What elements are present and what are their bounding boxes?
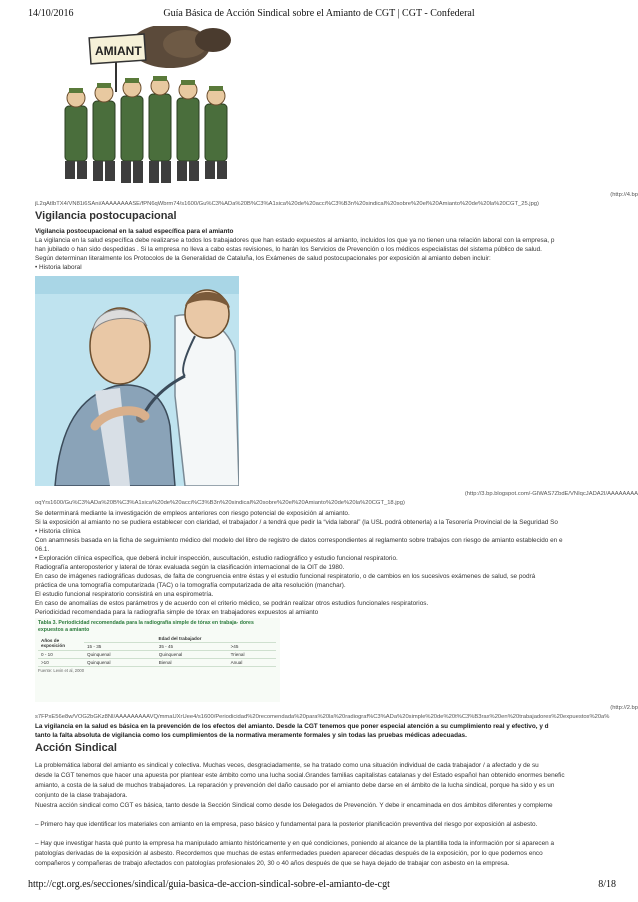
paragraph-line: En caso de imágenes radiográficas dudosas, de falta de congruencia entre éstas y el estudio funcional respiratorio, o de cambios en los sucesivos exámenes de salud, se podrá [35,573,536,580]
table-col-head-age: Edad del trabajador [84,635,276,643]
image2-path: oqYrs1600/Gu%C3%ADa%20B%C3%A1sica%20de%20acci%C3%B3n%20sindical%20sobre%20el%20Amianto%20de%20la%20CGT_18.jpg) [35,500,405,506]
paragraph-line: han jubilado o han sido despedidas . Si la empresa no lleva a cabo estas revisiones, lo harán los Servicios de Prevención o los médicos especialistas del sistema público de salud. [35,246,542,253]
article-content [35,26,638,876]
paragraph-line: Nuestra acción sindical como CGT es básica, tanto desde la Sección Sindical como desde los Delegados de Prevención. Y debe ir encaminada en dos ámbitos diferentes y compleme [35,802,553,809]
amiant-cartoon-image[interactable] [35,26,265,191]
paragraph-line: – Primero hay que identificar los materiales con amianto en la empresa, paso básico y fundamental para la posterior planificación preventiva del riesgo por exposición al asbesto. [35,821,538,828]
table-source: Fuente: Levin et al, 2000 [38,668,85,673]
table-cell: Trienal [228,651,276,659]
table-cell: >10 [38,659,84,667]
paragraph-line: • Historia clínica [35,528,81,535]
doctor-exam-image[interactable] [35,276,239,486]
section1-heading: Vigilancia postocupacional [35,210,177,222]
table-row [38,651,276,659]
paragraph-line: La problemática laboral del amianto es sindical y colectiva. Muchas veces, desgraciadamente, se ha tratado como una situación individual de cada trabajador / a afectado y de su [35,762,539,769]
table-age-col: 15 - 35 [84,643,156,651]
paragraph-line: desde la CGT tenemos que hacer una apuesta por plantear este ámbito como una lucha social.Grandes familias capitalistas catalanas y del Estado español han obtenido enormes benefic [35,772,565,779]
paragraph-line: La vigilancia en la salud específica debe realizarse a todos los trabajadores que han estado expuestos al amianto, incluidos los que ya no tienen una relación laboral con la empresa, p [35,237,555,244]
paragraph-line: – Hay que investigar hasta qué punto la empresa ha manipulado amianto históricamente y en qué condiciones, poniendo al alcance de la plantilla toda la información por si aparecen a [35,840,555,847]
print-url: http://cgt.org.es/secciones/sindical/guia-basica-de-accion-sindical-sobre-el-amianto-de-cgt [28,879,390,890]
table-cell: 0 - 10 [38,651,84,659]
bold-paragraph-line: La vigilancia en la salud es básica en la prevención de los efectos del amianto. Desde la CGT tenemos que poner especial atención a su cumplimiento real y efectivo, y d [35,723,549,730]
table-title: Tabla 3. Periodicidad recomendada para la radiografía simple de tórax en trabaja- dores expuestos a amianto [38,620,254,633]
paragraph-line: Si la exposición al amianto no se pudiera establecer con claridad, el trabajador / a tendrá que pedir la “vida laboral” (la USL podrá obtenerla) a la Tesorería Provincial de la Seguridad So [35,519,558,526]
print-page-title: Guía Básica de Acción Sindical sobre el Amianto de CGT | CGT - Confederal [163,8,475,19]
paragraph-line: amianto, a costa de la salud de muchos trabajadores. La reparación y prevención del daño causado por el amianto debe darse en el ámbito de la lucha sindical, porque ha sido y es un [35,782,555,789]
amiant-cartoon-illustration [35,26,265,191]
paragraph-line: Según determinan literalmente los Protocolos de la Generalidad de Cataluña, los Exámenes de salud postocupacionales por exposición al amianto deben incluir: [35,255,491,262]
section3-heading: Acción Sindical [35,742,117,754]
table-link-text[interactable]: (http://2.bp [610,705,638,711]
amiant-sign-text: AMIANT [95,44,142,58]
table-cell: Quinquenal [84,659,156,667]
periodicity-table [38,635,276,667]
table-cell: Anual [228,659,276,667]
paragraph-line: • Exploración clínica específica, que deberá incluir inspección, auscultación, estudio radiográfico y estudio funcional respiratorio. [35,555,398,562]
table-age-col: >45 [228,643,276,651]
image2-link[interactable] [35,490,638,499]
table-cell: Bienal [156,659,228,667]
print-date: 14/10/2016 [28,8,74,19]
paragraph-line: Con anamnesis basada en la ficha de seguimiento médico del modelo del libro de registro de datos correspondientes al reglamento sobre trabajos con riesgo de amianto establecido en e [35,537,563,544]
paragraph-line: El estudio funcional respiratorio consistirá en una espirometría. [35,591,214,598]
table-link[interactable] [35,704,638,713]
image1-link[interactable] [35,191,638,200]
paragraph-line: • Historia laboral [35,264,82,271]
table-age-col: 35 - 45 [156,643,228,651]
periodicity-table-image[interactable] [35,618,280,702]
page-number: 8/18 [598,879,616,890]
table-cell: Quinquenal [156,651,228,659]
image2-link-text[interactable]: (http://3.bp.blogspot.com/-GIWAS7ZbdE/VNIqcJADA2I/AAAAAAAA [464,491,638,497]
paragraph-line: Radiografía anteroposterior y lateral de tórax evaluada según la clasificación internacional de la OIT de 1980. [35,564,345,571]
section1-subheading: Vigilancia postocupacional en la salud específica para el amianto [35,228,234,235]
paragraph-line: práctica de una tomografía computarizada (TAC) o la tomografía computarizada de alta resolución (manchar). [35,582,346,589]
bold-paragraph-line: tanto la falta absoluta de vigilancia como los cumplimientos de la normativa meramente formales y sin todas las pruebas médicas adecuadas. [35,732,467,739]
paragraph-line: compañeros y compañeras de trabajo afectados con patologías profesionales 20, 30 o 40 años después de que se haya dejado de trabajar con asbesto en la empresa. [35,860,510,867]
table-col-head-years: Años de exposición [38,635,84,651]
paragraph-line: conjunto de la clase trabajadora. [35,792,128,799]
paragraph-line: En caso de anomalías de estos parámetros y de acuerdo con el criterio médico, se podrán realizar otros estudios funcionales respiratorios. [35,600,429,607]
image1-link-text[interactable]: (http://4.bp [610,192,638,198]
paragraph-line: patologías derivadas de la exposición al asbesto. Recordemos que muchas de estas enfermedades pueden aparecer décadas después de la exposición, por lo que podemos enco [35,850,543,857]
paragraph-line: Periodicidad recomendada para la radiografía simple de tórax en trabajadores expuestos al amianto [35,609,319,616]
table-cell: Quinquenal [84,651,156,659]
paragraph-line: 06.1. [35,546,50,553]
doctor-patient-illustration [35,276,239,486]
image1-path: jL2qAtIbTX4/VN81i6SAni/AAAAAAAASE/fPN6qWbrm74/s1600/Gu%C3%ADa%20B%C3%A1sica%20de%20acci%C3%B3n%20sindical%20sobre%20el%20Amianto%20de%20la%20CGT_25.jpg) [35,201,539,207]
paragraph-line: Se determinará mediante la investigación de empleos anteriores con riesgo potencial de exposición al amianto. [35,510,350,517]
table-path: s7FPxE56e8w/VOG2bGKz8NI/AAAAAAAAAVQ/mmaUXrUee4/s1600/Periodicidad%20recomendada%20para%20la%20radiograf%C3%ADa%20simple%20de%20t%C3%B3rax%20en%20trabajadores%20expuestos%20a% [35,714,610,720]
table-row [38,659,276,667]
